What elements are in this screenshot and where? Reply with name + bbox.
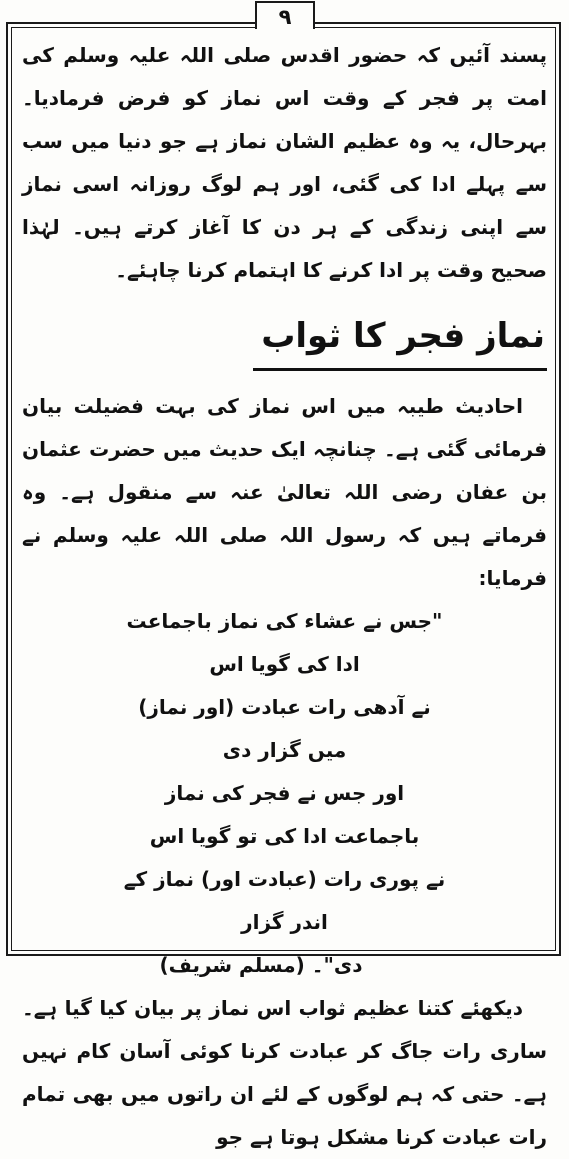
quote-line: نے پوری رات (عبادت اور) نماز کے اندر گزار <box>123 867 446 934</box>
page-content <box>22 34 547 1159</box>
hadith-quote <box>120 600 450 987</box>
section-heading-wrap <box>22 308 547 371</box>
page-number: ۹ <box>255 1 315 29</box>
quote-line: "جس نے عشاء کی نماز باجماعت ادا کی گویا اس <box>126 609 443 676</box>
quote-line: نے آدھی رات عبادت (اور نماز) میں گزار دی <box>138 695 431 762</box>
paragraph-2: احادیث طیبہ میں اس نماز کی بہت فضیلت بیان فرمائی گئی ہے۔ چنانچہ ایک حدیث میں حضرت عثمان بن عفان رضی اللہ تعالیٰ عنہ سے منقول ہے۔ وہ فرماتے ہیں کہ رسول اللہ صلی اللہ علیہ وسلم نے فرمایا: <box>22 394 547 590</box>
paragraph-1: پسند آئیں کہ حضور اقدس صلی اللہ علیہ وسلم کی امت پر فجر کے وقت اس نماز کو فرض فرمادیا۔ بہرحال، یہ وہ عظیم الشان نماز ہے جو دنیا میں سب سے پہلے ادا کی گئی، اور ہم لوگ روزانہ اسی نماز سے اپنی زندگی کے ہر دن کا آغاز کرتے ہیں۔ لہٰذا صحیح وقت پر ادا کرنے کا اہتمام کرنا چاہئے۔ <box>22 43 547 282</box>
paragraph-3: دیکھئے کتنا عظیم ثواب اس نماز پر بیان کیا گیا ہے۔ ساری رات جاگ کر عبادت کرنا کوئی آسان کام نہیں ہے۔ حتی کہ ہم لوگوں کے لئے ان راتوں میں بھی تمام رات عبادت کرنا مشکل ہوتا ہے جو <box>22 996 547 1149</box>
quote-line: اور جس نے فجر کی نماز باجماعت ادا کی تو گویا اس <box>149 781 420 848</box>
quote-reference: دی"۔ (مسلم شریف) <box>159 953 363 977</box>
section-heading: نماز فجر کا ثواب <box>253 308 547 371</box>
